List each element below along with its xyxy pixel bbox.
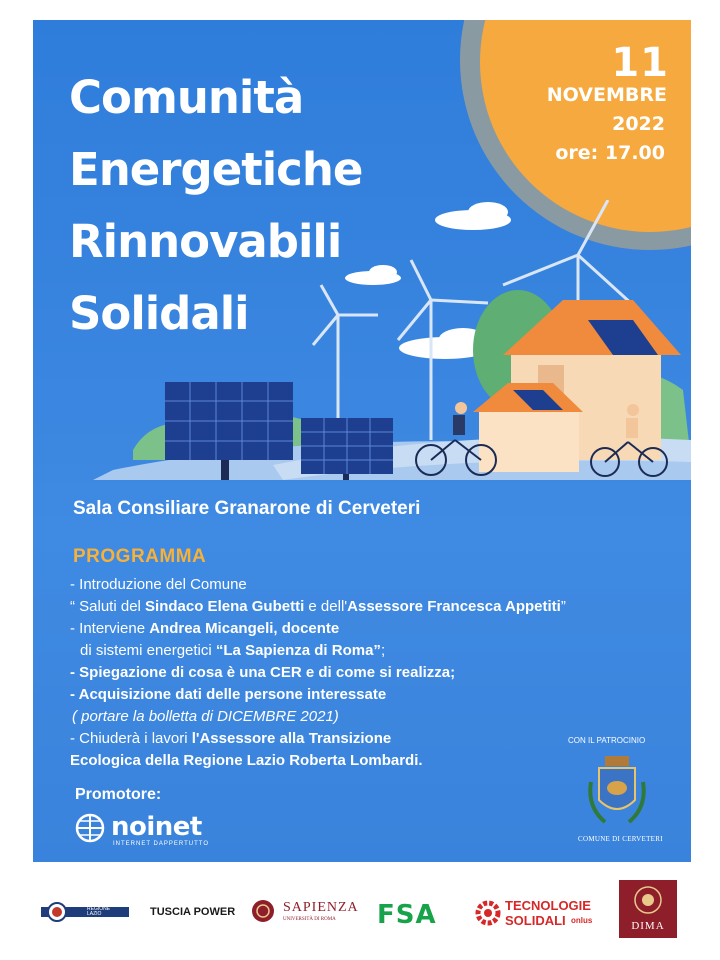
program-text: Assessore Francesca Appetiti [347, 598, 561, 615]
event-venue: Sala Consiliare Granarone di Cerveteri [73, 498, 421, 519]
event-time-value: 17.00 [604, 142, 665, 164]
title-line: Rinnovabili [69, 215, 342, 268]
fsa-logo [373, 900, 455, 930]
fsa-text: FSA [377, 900, 437, 930]
program-text: - Interviene [70, 620, 150, 637]
tecnologie-solidali-logo [473, 898, 613, 934]
program-text: l'Assessore alla Transizione [191, 730, 392, 747]
dima-text: DIMA [631, 920, 665, 932]
patronage-caption: COMUNE DI CERVETERI [578, 835, 663, 843]
program-item [70, 618, 680, 640]
event-time-label: ore: [555, 142, 599, 164]
sapienza-subtext: UNIVERSITÀ DI ROMA [283, 917, 336, 922]
event-month: NOVEMBRE [546, 84, 667, 106]
regione-lazio-logo [41, 902, 129, 922]
promoter-label: Promotore: [75, 786, 162, 803]
patronage-label: CON IL PATROCINIO [568, 736, 646, 745]
promoter-tagline: INTERNET DAPPERTUTTO [113, 841, 210, 847]
renewable-energy-illustration [33, 200, 691, 480]
title-line: Solidali [69, 287, 249, 340]
event-time [555, 142, 665, 164]
sapienza-logo [251, 897, 361, 931]
gear-icon [473, 898, 503, 928]
wind-turbine-icon [313, 285, 378, 430]
tecnologie-text: TECNOLOGIE [505, 898, 591, 913]
program-text: Sindaco Elena Gubetti [145, 598, 305, 615]
program-item [70, 640, 680, 662]
sapienza-seal-icon [251, 897, 275, 925]
program-text: di sistemi energetici [80, 642, 216, 659]
program-text: ; [380, 642, 386, 659]
city-crest-icon [585, 752, 649, 834]
program-text: - Chiuderà i lavori [70, 730, 192, 747]
regione-lazio-text: REGIONE LAZIO [87, 906, 111, 917]
program-text: “ Saluti del [70, 598, 146, 615]
program-item: Ecologica della Regione Lazio Roberta Lombardi. [70, 752, 423, 769]
program-text: Andrea Micangeli, docente [149, 620, 340, 637]
promoter-brand: noinet [111, 812, 202, 842]
program-item: - Introduzione del Comune [70, 576, 247, 593]
onlus-text: onlus [571, 916, 593, 925]
event-poster [33, 20, 691, 862]
solar-panel-icon [301, 418, 393, 480]
program-heading: PROGRAMMA [73, 546, 207, 567]
solidali-text: SOLIDALI [505, 913, 566, 928]
program-item: ( portare la bolletta di DICEMBRE 2021) [72, 708, 339, 725]
dima-logo [619, 880, 677, 938]
cloud-icon [435, 202, 511, 230]
tuscia-power-logo: TUSCIA POWER [150, 906, 236, 918]
title-line: Energetiche [69, 143, 363, 196]
program-item [70, 596, 680, 618]
program-text: “La Sapienza di Roma” [215, 642, 381, 659]
sapienza-text: SAPIENZA [283, 900, 359, 915]
globe-icon [75, 813, 105, 843]
dima-seal-icon [619, 880, 677, 920]
program-text: e dell' [304, 598, 348, 615]
program-text: ” [560, 598, 566, 615]
sponsor-logos [33, 862, 691, 952]
program-item: - Acquisizione dati delle persone interessate [70, 686, 387, 703]
cloud-icon [345, 265, 401, 285]
program-item: - Spiegazione di cosa è una CER e di come si realizza; [70, 664, 456, 681]
event-year: 2022 [612, 113, 665, 135]
title-line: Comunità [69, 71, 304, 124]
event-day: 11 [611, 40, 669, 86]
